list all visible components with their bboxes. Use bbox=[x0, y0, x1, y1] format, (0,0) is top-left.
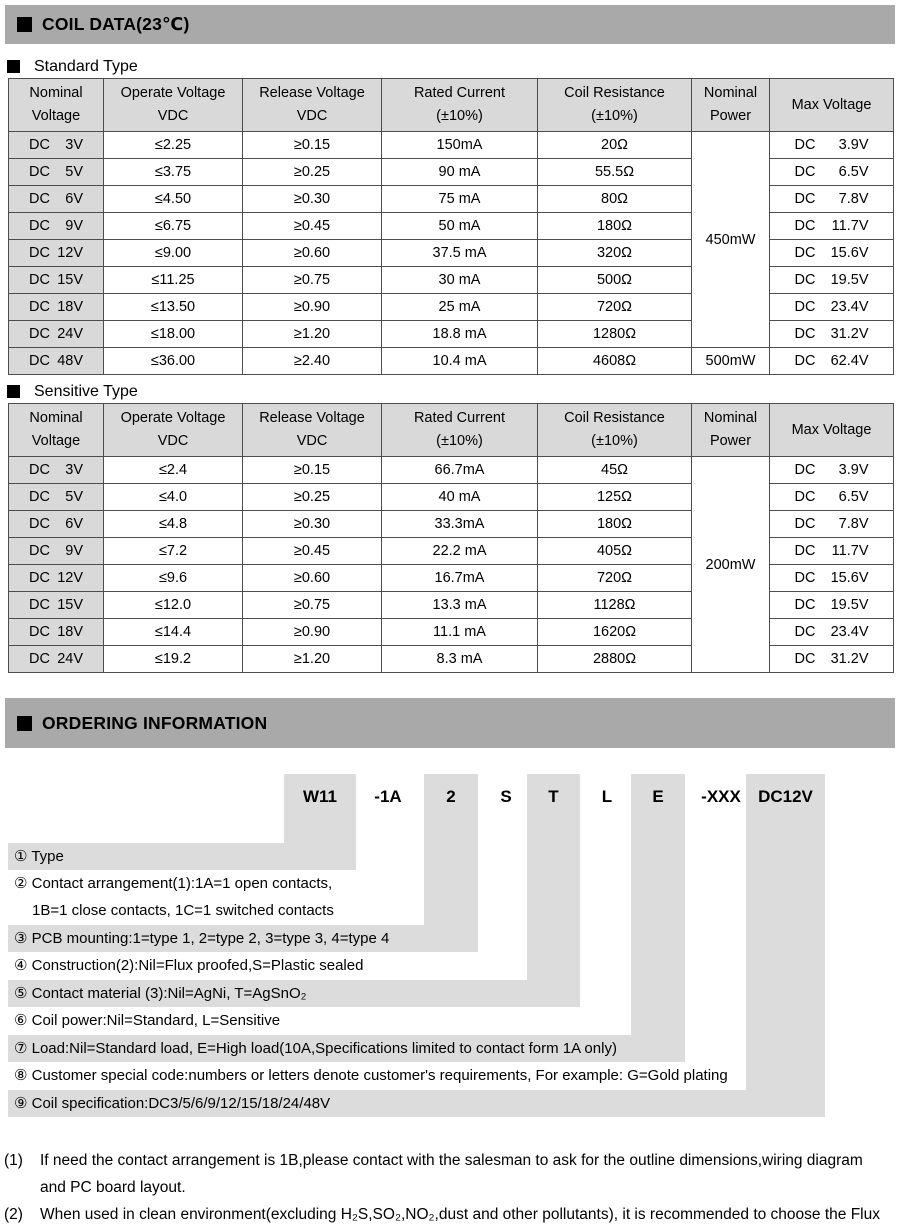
nominal-voltage-cell bbox=[9, 538, 104, 565]
dc-prefix: DC bbox=[29, 326, 50, 342]
release-voltage-cell: ≥0.30 bbox=[243, 511, 382, 538]
max-voltage-cell-pair bbox=[795, 624, 869, 640]
column-header: Coil Resistance (±10%) bbox=[538, 79, 692, 132]
dc-prefix: DC bbox=[794, 137, 816, 153]
release-voltage-cell: ≥0.25 bbox=[243, 159, 382, 186]
voltage-value: 6.5V bbox=[838, 164, 869, 180]
ordering-item-row bbox=[8, 843, 356, 870]
max-voltage-cell-pair bbox=[795, 516, 869, 532]
ordering-item-text: ⑦ Load:Nil=Standard load, E=High load(10A,Specifications limited to contact form 1A only) bbox=[14, 1040, 617, 1057]
max-voltage-cell bbox=[770, 565, 894, 592]
ordering-item-row bbox=[8, 1007, 280, 1035]
operate-voltage-cell: ≤18.00 bbox=[104, 321, 243, 348]
max-voltage-cell-pair bbox=[795, 245, 869, 261]
voltage-value: 6.5V bbox=[838, 489, 869, 505]
dc-prefix: DC bbox=[794, 462, 816, 478]
dc-prefix: DC bbox=[794, 164, 816, 180]
rated-current-cell: 11.1 mA bbox=[382, 619, 538, 646]
nominal-voltage-cell bbox=[9, 321, 104, 348]
voltage-value: 18V bbox=[57, 624, 83, 640]
max-voltage-cell bbox=[770, 592, 894, 619]
max-voltage-cell-pair bbox=[795, 137, 869, 153]
nominal-voltage-cell-pair bbox=[29, 164, 83, 180]
ordering-item-row bbox=[8, 1035, 685, 1062]
max-voltage-cell-pair bbox=[795, 272, 869, 288]
nominal-voltage-cell-pair bbox=[29, 570, 83, 586]
coil-resistance-cell: 1128Ω bbox=[538, 592, 692, 619]
column-header: Release Voltage VDC bbox=[243, 404, 382, 457]
max-voltage-cell bbox=[770, 321, 894, 348]
voltage-value: 62.4V bbox=[830, 353, 869, 369]
voltage-value: 5V bbox=[65, 489, 83, 505]
dc-prefix: DC bbox=[794, 543, 816, 559]
dc-prefix: DC bbox=[29, 164, 50, 180]
dc-prefix: DC bbox=[29, 570, 50, 586]
nominal-voltage-cell bbox=[9, 159, 104, 186]
dc-prefix: DC bbox=[29, 353, 50, 369]
column-header: Operate Voltage VDC bbox=[104, 404, 243, 457]
nominal-voltage-cell-pair bbox=[29, 272, 83, 288]
ordering-connector-bar bbox=[746, 819, 825, 1117]
nominal-voltage-cell-pair bbox=[29, 299, 83, 315]
voltage-value: 19.5V bbox=[830, 272, 869, 288]
coil-resistance-cell: 405Ω bbox=[538, 538, 692, 565]
column-header: Release Voltage VDC bbox=[243, 79, 382, 132]
voltage-value: 15V bbox=[57, 272, 83, 288]
release-voltage-cell: ≥0.75 bbox=[243, 592, 382, 619]
operate-voltage-cell: ≤9.00 bbox=[104, 240, 243, 267]
dc-prefix: DC bbox=[794, 326, 816, 342]
nominal-voltage-cell bbox=[9, 240, 104, 267]
header-row bbox=[9, 79, 894, 132]
dc-prefix: DC bbox=[29, 516, 50, 532]
max-voltage-cell-pair bbox=[795, 326, 869, 342]
nominal-voltage-cell bbox=[9, 348, 104, 375]
column-header: Nominal Voltage bbox=[9, 79, 104, 132]
rated-current-cell: 16.7mA bbox=[382, 565, 538, 592]
dc-prefix: DC bbox=[29, 245, 50, 261]
ordering-code-box: T bbox=[527, 774, 580, 819]
voltage-value: 15.6V bbox=[830, 570, 869, 586]
dc-prefix: DC bbox=[794, 299, 816, 315]
coil-data-section-header bbox=[5, 5, 895, 44]
max-voltage-cell bbox=[770, 457, 894, 484]
operate-voltage-cell: ≤7.2 bbox=[104, 538, 243, 565]
max-voltage-cell bbox=[770, 159, 894, 186]
release-voltage-cell: ≥0.60 bbox=[243, 240, 382, 267]
rated-current-cell: 22.2 mA bbox=[382, 538, 538, 565]
coil-resistance-cell: 180Ω bbox=[538, 511, 692, 538]
voltage-value: 18V bbox=[57, 299, 83, 315]
operate-voltage-cell: ≤4.0 bbox=[104, 484, 243, 511]
coil-resistance-cell: 80Ω bbox=[538, 186, 692, 213]
nominal-voltage-cell bbox=[9, 511, 104, 538]
operate-voltage-cell: ≤13.50 bbox=[104, 294, 243, 321]
max-voltage-cell bbox=[770, 511, 894, 538]
dc-prefix: DC bbox=[794, 353, 816, 369]
nominal-voltage-cell-pair bbox=[29, 218, 83, 234]
max-voltage-cell-pair bbox=[795, 218, 869, 234]
rated-current-cell: 13.3 mA bbox=[382, 592, 538, 619]
dc-prefix: DC bbox=[794, 489, 816, 505]
standard-type-label: Standard Type bbox=[34, 57, 138, 75]
voltage-value: 7.8V bbox=[838, 191, 869, 207]
rated-current-cell: 37.5 mA bbox=[382, 240, 538, 267]
max-voltage-cell bbox=[770, 348, 894, 375]
rated-current-cell: 66.7mA bbox=[382, 457, 538, 484]
max-voltage-cell bbox=[770, 267, 894, 294]
voltage-value: 11.7V bbox=[831, 543, 869, 559]
nominal-voltage-cell-pair bbox=[29, 597, 83, 613]
ordering-code-box: L bbox=[601, 786, 613, 806]
nominal-voltage-cell-pair bbox=[29, 191, 83, 207]
nominal-voltage-cell-pair bbox=[29, 651, 83, 667]
table-row bbox=[9, 348, 894, 375]
max-voltage-cell-pair bbox=[795, 462, 869, 478]
voltage-value: 19.5V bbox=[830, 597, 869, 613]
coil-resistance-cell: 1620Ω bbox=[538, 619, 692, 646]
ordering-code-box: W11 bbox=[284, 774, 356, 819]
dc-prefix: DC bbox=[29, 624, 50, 640]
column-header: Rated Current (±10%) bbox=[382, 404, 538, 457]
release-voltage-cell: ≥0.25 bbox=[243, 484, 382, 511]
black-square-icon bbox=[7, 60, 20, 73]
ordering-code-diagram bbox=[0, 748, 900, 1120]
max-voltage-cell-pair bbox=[795, 651, 869, 667]
coil-resistance-cell: 720Ω bbox=[538, 565, 692, 592]
operate-voltage-cell: ≤36.00 bbox=[104, 348, 243, 375]
release-voltage-cell: ≥0.45 bbox=[243, 538, 382, 565]
rated-current-cell: 50 mA bbox=[382, 213, 538, 240]
rated-current-cell: 18.8 mA bbox=[382, 321, 538, 348]
ordering-item-text: 1B=1 close contacts, 1C=1 switched contacts bbox=[32, 902, 334, 919]
voltage-value: 7.8V bbox=[838, 516, 869, 532]
footnote-marker: (2) bbox=[4, 1206, 23, 1223]
voltage-value: 31.2V bbox=[830, 651, 869, 667]
rated-current-cell: 30 mA bbox=[382, 267, 538, 294]
operate-voltage-cell: ≤14.4 bbox=[104, 619, 243, 646]
dc-prefix: DC bbox=[29, 543, 50, 559]
ordering-item-row bbox=[8, 870, 334, 925]
max-voltage-cell-pair bbox=[795, 570, 869, 586]
max-voltage-cell bbox=[770, 132, 894, 159]
voltage-value: 9V bbox=[65, 218, 83, 234]
voltage-value: 3.9V bbox=[838, 137, 869, 153]
dc-prefix: DC bbox=[29, 597, 50, 613]
dc-prefix: DC bbox=[29, 651, 50, 667]
voltage-value: 24V bbox=[57, 651, 83, 667]
ordering-item-row bbox=[8, 1062, 728, 1090]
header-row bbox=[9, 404, 894, 457]
nominal-voltage-cell-pair bbox=[29, 624, 83, 640]
max-voltage-cell bbox=[770, 186, 894, 213]
max-voltage-cell bbox=[770, 646, 894, 673]
voltage-value: 23.4V bbox=[830, 624, 869, 640]
nominal-voltage-cell bbox=[9, 132, 104, 159]
nominal-voltage-cell bbox=[9, 565, 104, 592]
voltage-value: 15V bbox=[57, 597, 83, 613]
max-voltage-cell bbox=[770, 484, 894, 511]
nominal-voltage-cell-pair bbox=[29, 489, 83, 505]
black-square-icon bbox=[7, 385, 20, 398]
operate-voltage-cell: ≤12.0 bbox=[104, 592, 243, 619]
nominal-voltage-cell-pair bbox=[29, 137, 83, 153]
column-header: Nominal Voltage bbox=[9, 404, 104, 457]
ordering-section-title: ORDERING INFORMATION bbox=[42, 712, 268, 733]
voltage-value: 12V bbox=[57, 245, 83, 261]
footnotes bbox=[0, 1147, 900, 1228]
footnote-text bbox=[40, 1201, 880, 1228]
max-voltage-cell-pair bbox=[795, 164, 869, 180]
release-voltage-cell: ≥2.40 bbox=[243, 348, 382, 375]
rated-current-cell: 150mA bbox=[382, 132, 538, 159]
operate-voltage-cell: ≤11.25 bbox=[104, 267, 243, 294]
nominal-voltage-cell-pair bbox=[29, 516, 83, 532]
voltage-value: 3V bbox=[65, 137, 83, 153]
nominal-voltage-cell bbox=[9, 619, 104, 646]
voltage-value: 9V bbox=[65, 543, 83, 559]
nominal-voltage-cell-pair bbox=[29, 245, 83, 261]
sensitive-type-table bbox=[8, 403, 894, 673]
column-header: Max Voltage bbox=[770, 404, 894, 457]
ordering-code-box: DC12V bbox=[746, 774, 825, 819]
nominal-voltage-cell-pair bbox=[29, 326, 83, 342]
operate-voltage-cell: ≤2.4 bbox=[104, 457, 243, 484]
coil-resistance-cell: 320Ω bbox=[538, 240, 692, 267]
ordering-code-box: -1A bbox=[374, 786, 402, 806]
release-voltage-cell: ≥0.30 bbox=[243, 186, 382, 213]
ordering-code-box: -XXX bbox=[701, 786, 741, 806]
max-voltage-cell-pair bbox=[795, 543, 869, 559]
rated-current-cell: 8.3 mA bbox=[382, 646, 538, 673]
voltage-value: 3V bbox=[65, 462, 83, 478]
ordering-item-text: ⑥ Coil power:Nil=Standard, L=Sensitive bbox=[14, 1012, 281, 1029]
rated-current-cell: 75 mA bbox=[382, 186, 538, 213]
max-voltage-cell bbox=[770, 213, 894, 240]
release-voltage-cell: ≥0.15 bbox=[243, 457, 382, 484]
coil-resistance-cell: 2880Ω bbox=[538, 646, 692, 673]
operate-voltage-cell: ≤9.6 bbox=[104, 565, 243, 592]
ordering-connector-bar bbox=[631, 819, 685, 1062]
rated-current-cell: 90 mA bbox=[382, 159, 538, 186]
nominal-voltage-cell bbox=[9, 294, 104, 321]
sensitive-type-label: Sensitive Type bbox=[34, 382, 138, 400]
ordering-item-text: ⑧ Customer special code:numbers or letters denote customer's requirements, For example: G=Gold plating bbox=[14, 1067, 728, 1084]
dc-prefix: DC bbox=[794, 597, 816, 613]
ordering-item-text: ④ Construction(2):Nil=Flux proofed,S=Plastic sealed bbox=[14, 957, 364, 974]
black-square-icon bbox=[17, 716, 32, 731]
release-voltage-cell: ≥1.20 bbox=[243, 646, 382, 673]
dc-prefix: DC bbox=[794, 191, 816, 207]
nominal-voltage-cell bbox=[9, 592, 104, 619]
dc-prefix: DC bbox=[29, 191, 50, 207]
footnote-text bbox=[40, 1147, 863, 1201]
footnote-line: If need the contact arrangement is 1B,please contact with the salesman to ask for the outline dimensions,wiring diagram bbox=[40, 1152, 863, 1169]
coil-resistance-cell: 125Ω bbox=[538, 484, 692, 511]
release-voltage-cell: ≥0.15 bbox=[243, 132, 382, 159]
nominal-power-cell: 200mW bbox=[692, 457, 770, 673]
operate-voltage-cell: ≤19.2 bbox=[104, 646, 243, 673]
coil-resistance-cell: 45Ω bbox=[538, 457, 692, 484]
column-header: Nominal Power bbox=[692, 79, 770, 132]
nominal-power-cell: 500mW bbox=[692, 348, 770, 375]
dc-prefix: DC bbox=[794, 272, 816, 288]
ordering-item-text: ③ PCB mounting:1=type 1, 2=type 2, 3=type 3, 4=type 4 bbox=[14, 930, 390, 947]
nominal-voltage-cell-pair bbox=[29, 462, 83, 478]
column-header: Operate Voltage VDC bbox=[104, 79, 243, 132]
ordering-section-header bbox=[5, 698, 895, 748]
release-voltage-cell: ≥1.20 bbox=[243, 321, 382, 348]
dc-prefix: DC bbox=[29, 218, 50, 234]
rated-current-cell: 40 mA bbox=[382, 484, 538, 511]
max-voltage-cell bbox=[770, 619, 894, 646]
dc-prefix: DC bbox=[29, 272, 50, 288]
standard-type-heading bbox=[0, 56, 900, 77]
dc-prefix: DC bbox=[794, 516, 816, 532]
table-body bbox=[9, 132, 894, 375]
table-head bbox=[9, 79, 894, 132]
operate-voltage-cell: ≤2.25 bbox=[104, 132, 243, 159]
operate-voltage-cell: ≤4.50 bbox=[104, 186, 243, 213]
nominal-power-cell: 450mW bbox=[692, 132, 770, 348]
max-voltage-cell-pair bbox=[795, 489, 869, 505]
max-voltage-cell-pair bbox=[795, 191, 869, 207]
column-header: Rated Current (±10%) bbox=[382, 79, 538, 132]
release-voltage-cell: ≥0.45 bbox=[243, 213, 382, 240]
dc-prefix: DC bbox=[29, 489, 50, 505]
standard-type-table bbox=[8, 78, 894, 375]
black-square-icon bbox=[17, 17, 32, 32]
voltage-value: 6V bbox=[65, 516, 83, 532]
operate-voltage-cell: ≤3.75 bbox=[104, 159, 243, 186]
max-voltage-cell-pair bbox=[795, 597, 869, 613]
nominal-voltage-cell bbox=[9, 267, 104, 294]
ordering-code-box: 2 bbox=[424, 774, 478, 819]
nominal-voltage-cell bbox=[9, 484, 104, 511]
voltage-value: 11.7V bbox=[831, 218, 869, 234]
max-voltage-cell-pair bbox=[795, 353, 869, 369]
operate-voltage-cell: ≤4.8 bbox=[104, 511, 243, 538]
coil-resistance-cell: 55.5Ω bbox=[538, 159, 692, 186]
ordering-item-row bbox=[8, 925, 478, 952]
footnote-line: When used in clean environment(excluding H₂S,SO₂,NO₂,dust and other pollutants), it is recommended to choose the Flux bbox=[40, 1206, 880, 1223]
voltage-value: 24V bbox=[57, 326, 83, 342]
table-head bbox=[9, 404, 894, 457]
release-voltage-cell: ≥0.60 bbox=[243, 565, 382, 592]
ordering-item-row bbox=[8, 952, 363, 980]
nominal-voltage-cell bbox=[9, 213, 104, 240]
dc-prefix: DC bbox=[29, 462, 50, 478]
release-voltage-cell: ≥0.90 bbox=[243, 294, 382, 321]
column-header: Max Voltage bbox=[770, 79, 894, 132]
dc-prefix: DC bbox=[794, 218, 816, 234]
ordering-item-text: ② Contact arrangement(1):1A=1 open contacts, bbox=[14, 875, 333, 892]
ordering-connector-bar bbox=[527, 819, 580, 1007]
nominal-voltage-cell bbox=[9, 186, 104, 213]
dc-prefix: DC bbox=[794, 245, 816, 261]
nominal-voltage-cell-pair bbox=[29, 353, 83, 369]
ordering-item-row bbox=[8, 1090, 825, 1117]
nominal-voltage-cell bbox=[9, 457, 104, 484]
coil-resistance-cell: 20Ω bbox=[538, 132, 692, 159]
dc-prefix: DC bbox=[794, 570, 816, 586]
coil-data-section-title: COIL DATA(23℃) bbox=[42, 14, 190, 34]
coil-resistance-cell: 720Ω bbox=[538, 294, 692, 321]
max-voltage-cell-pair bbox=[795, 299, 869, 315]
release-voltage-cell: ≥0.90 bbox=[243, 619, 382, 646]
coil-resistance-cell: 4608Ω bbox=[538, 348, 692, 375]
coil-resistance-cell: 1280Ω bbox=[538, 321, 692, 348]
max-voltage-cell bbox=[770, 294, 894, 321]
max-voltage-cell bbox=[770, 240, 894, 267]
ordering-item-text: ⑨ Coil specification:DC3/5/6/9/12/15/18/24/48V bbox=[14, 1095, 331, 1112]
dc-prefix: DC bbox=[29, 137, 50, 153]
dc-prefix: DC bbox=[794, 651, 816, 667]
release-voltage-cell: ≥0.75 bbox=[243, 267, 382, 294]
rated-current-cell: 33.3mA bbox=[382, 511, 538, 538]
voltage-value: 6V bbox=[65, 191, 83, 207]
footnote-line: and PC board layout. bbox=[40, 1179, 186, 1196]
operate-voltage-cell: ≤6.75 bbox=[104, 213, 243, 240]
rated-current-cell: 10.4 mA bbox=[382, 348, 538, 375]
voltage-value: 15.6V bbox=[830, 245, 869, 261]
voltage-value: 31.2V bbox=[830, 326, 869, 342]
footnote bbox=[0, 1201, 900, 1228]
voltage-value: 5V bbox=[65, 164, 83, 180]
voltage-value: 48V bbox=[57, 353, 83, 369]
dc-prefix: DC bbox=[794, 624, 816, 640]
ordering-code-box: S bbox=[500, 786, 512, 806]
dc-prefix: DC bbox=[29, 299, 50, 315]
max-voltage-cell bbox=[770, 538, 894, 565]
column-header: Nominal Power bbox=[692, 404, 770, 457]
table-row bbox=[9, 457, 894, 484]
nominal-voltage-cell-pair bbox=[29, 543, 83, 559]
ordering-item-text: ⑤ Contact material (3):Nil=AgNi, T=AgSnO₂ bbox=[14, 985, 307, 1002]
sensitive-type-heading bbox=[0, 381, 900, 402]
coil-resistance-cell: 500Ω bbox=[538, 267, 692, 294]
nominal-voltage-cell bbox=[9, 646, 104, 673]
footnote bbox=[0, 1147, 900, 1201]
ordering-item-text: ① Type bbox=[14, 848, 64, 865]
ordering-code-box: E bbox=[631, 774, 685, 819]
table-body bbox=[9, 457, 894, 673]
coil-resistance-cell: 180Ω bbox=[538, 213, 692, 240]
column-header: Coil Resistance (±10%) bbox=[538, 404, 692, 457]
table-row bbox=[9, 132, 894, 159]
voltage-value: 3.9V bbox=[838, 462, 869, 478]
voltage-value: 23.4V bbox=[830, 299, 869, 315]
footnote-marker: (1) bbox=[4, 1152, 23, 1169]
rated-current-cell: 25 mA bbox=[382, 294, 538, 321]
ordering-item-row bbox=[8, 980, 580, 1007]
voltage-value: 12V bbox=[57, 570, 83, 586]
